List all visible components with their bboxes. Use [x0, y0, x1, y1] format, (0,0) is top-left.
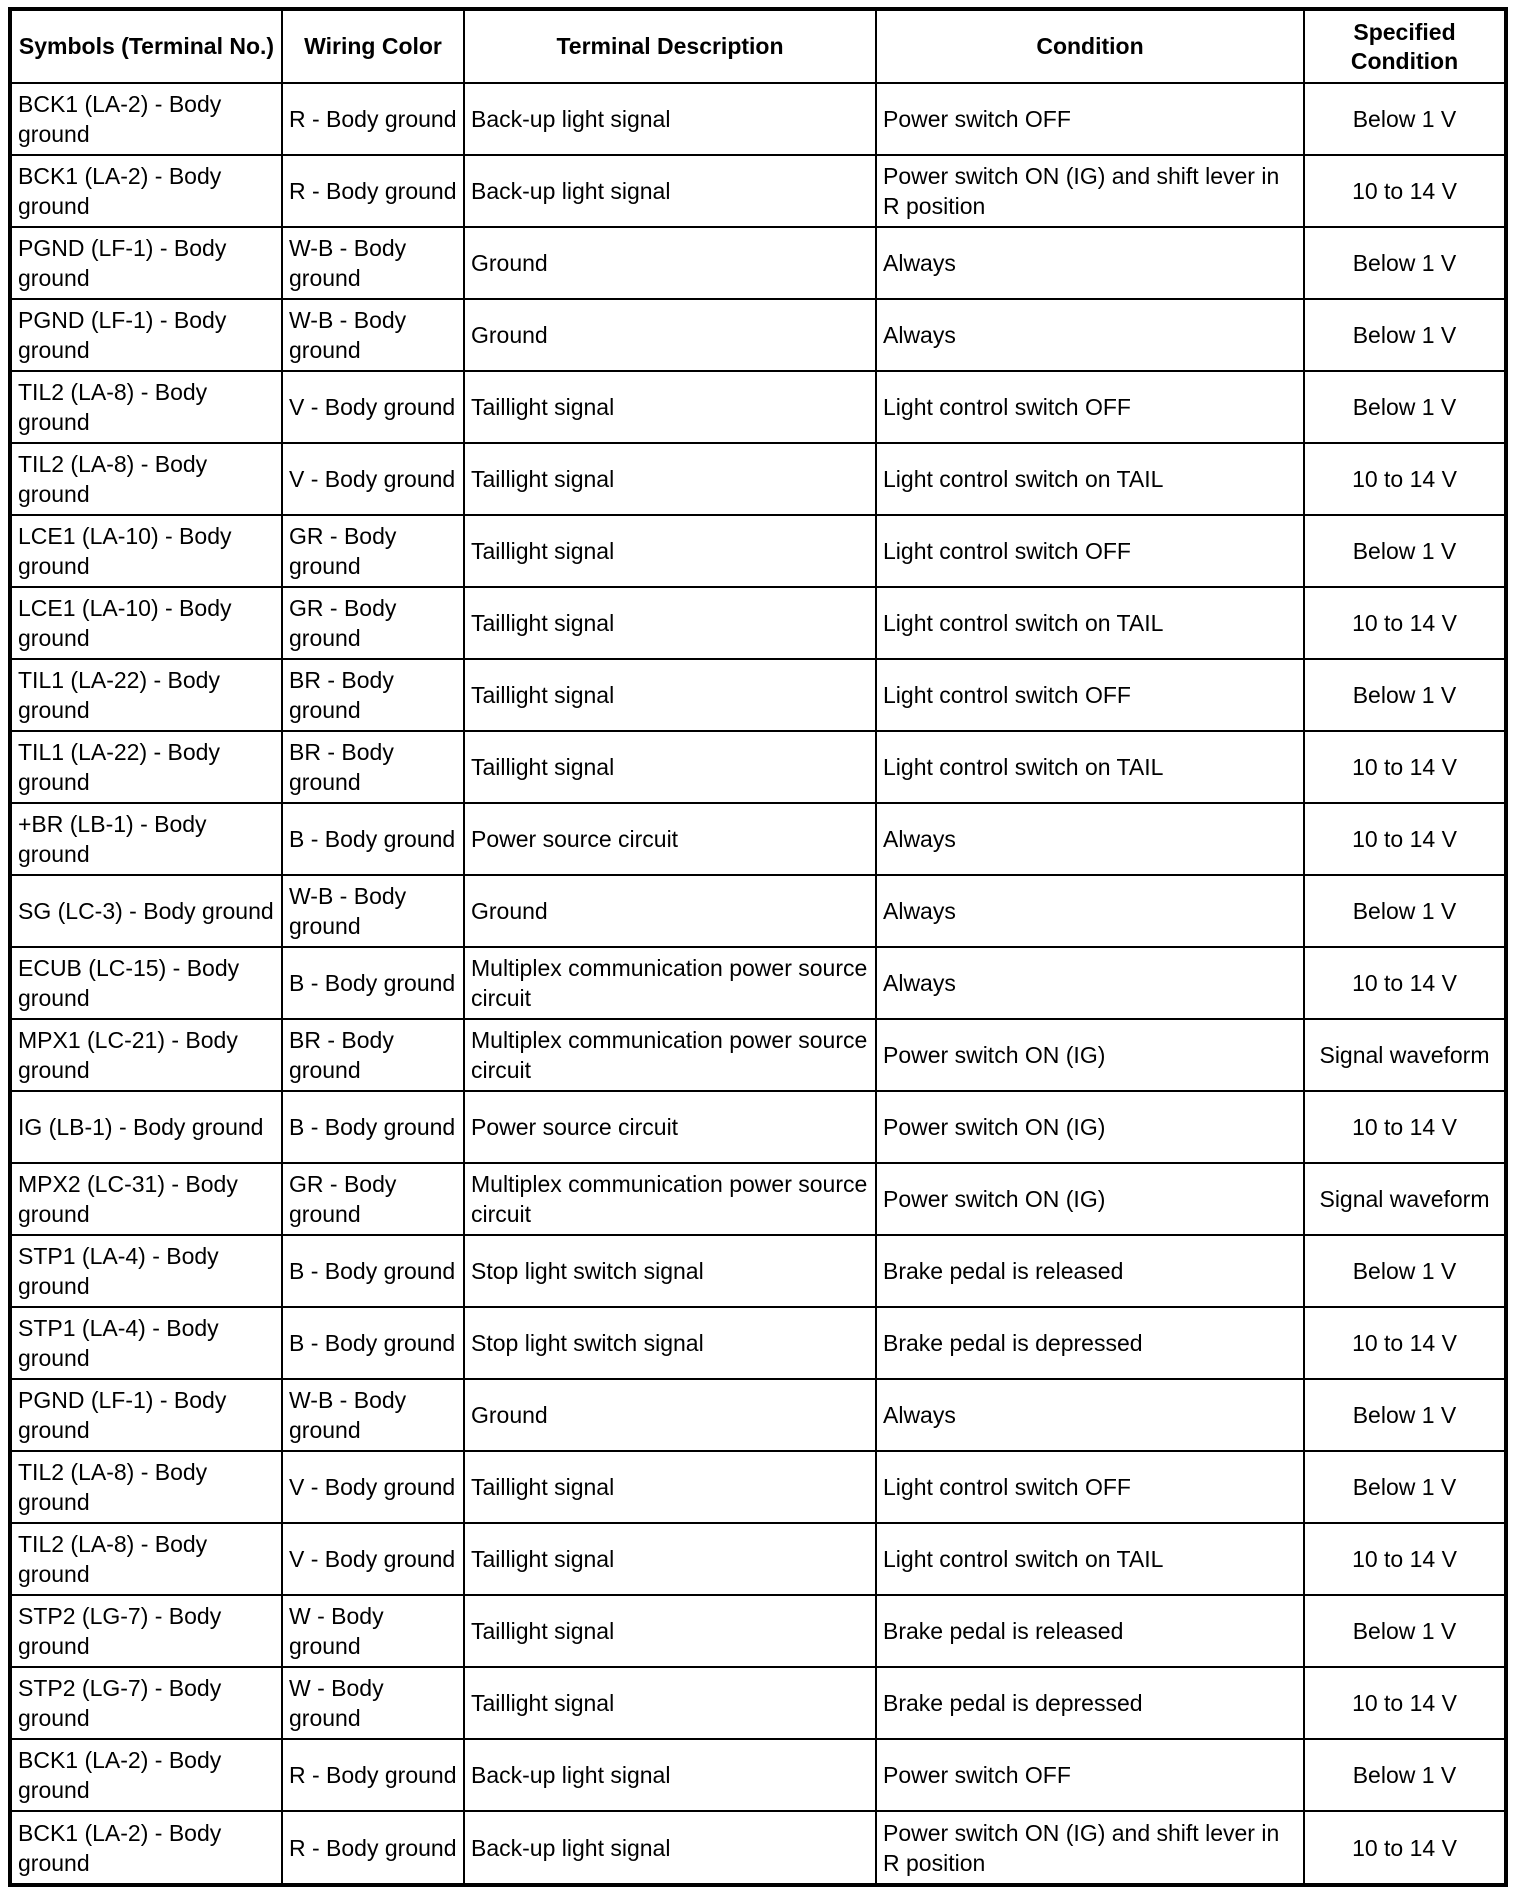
cell-symbol: BCK1 (LA-2) - Body ground: [12, 83, 282, 155]
cell-wiring-color: R - Body ground: [282, 1739, 464, 1811]
cell-terminal-description: Back-up light signal: [464, 1811, 876, 1883]
cell-terminal-description: Ground: [464, 875, 876, 947]
cell-wiring-color: R - Body ground: [282, 83, 464, 155]
cell-specified-condition: 10 to 14 V: [1304, 1667, 1504, 1739]
cell-condition: Light control switch OFF: [876, 515, 1304, 587]
cell-terminal-description: Back-up light signal: [464, 83, 876, 155]
cell-wiring-color: BR - Body ground: [282, 731, 464, 803]
cell-condition: Power switch ON (IG): [876, 1091, 1304, 1163]
cell-wiring-color: BR - Body ground: [282, 659, 464, 731]
cell-specified-condition: 10 to 14 V: [1304, 1523, 1504, 1595]
cell-condition: Light control switch OFF: [876, 659, 1304, 731]
cell-specified-condition: Signal waveform: [1304, 1019, 1504, 1091]
table-row: [12, 1379, 1504, 1451]
cell-terminal-description: Taillight signal: [464, 515, 876, 587]
cell-condition: Light control switch on TAIL: [876, 443, 1304, 515]
cell-wiring-color: B - Body ground: [282, 947, 464, 1019]
table-row: [12, 227, 1504, 299]
cell-wiring-color: V - Body ground: [282, 1451, 464, 1523]
cell-specified-condition: Below 1 V: [1304, 875, 1504, 947]
cell-symbol: TIL1 (LA-22) - Body ground: [12, 731, 282, 803]
header-row: [12, 11, 1504, 83]
cell-specified-condition: 10 to 14 V: [1304, 731, 1504, 803]
cell-specified-condition: Below 1 V: [1304, 1235, 1504, 1307]
cell-terminal-description: Taillight signal: [464, 1523, 876, 1595]
cell-symbol: TIL1 (LA-22) - Body ground: [12, 659, 282, 731]
table-row: [12, 1811, 1504, 1883]
cell-symbol: BCK1 (LA-2) - Body ground: [12, 155, 282, 227]
cell-symbol: ECUB (LC-15) - Body ground: [12, 947, 282, 1019]
cell-symbol: BCK1 (LA-2) - Body ground: [12, 1739, 282, 1811]
cell-specified-condition: Below 1 V: [1304, 515, 1504, 587]
cell-symbol: LCE1 (LA-10) - Body ground: [12, 587, 282, 659]
cell-terminal-description: Ground: [464, 1379, 876, 1451]
terminal-spec-table: [12, 11, 1504, 1883]
cell-condition: Light control switch OFF: [876, 371, 1304, 443]
cell-symbol: STP2 (LG-7) - Body ground: [12, 1667, 282, 1739]
cell-specified-condition: Below 1 V: [1304, 83, 1504, 155]
cell-symbol: SG (LC-3) - Body ground: [12, 875, 282, 947]
cell-condition: Light control switch on TAIL: [876, 1523, 1304, 1595]
cell-wiring-color: V - Body ground: [282, 371, 464, 443]
cell-wiring-color: W-B - Body ground: [282, 299, 464, 371]
cell-specified-condition: 10 to 14 V: [1304, 947, 1504, 1019]
cell-terminal-description: Taillight signal: [464, 443, 876, 515]
cell-symbol: TIL2 (LA-8) - Body ground: [12, 443, 282, 515]
cell-condition: Brake pedal is depressed: [876, 1667, 1304, 1739]
cell-wiring-color: GR - Body ground: [282, 1163, 464, 1235]
cell-condition: Light control switch on TAIL: [876, 731, 1304, 803]
cell-specified-condition: Below 1 V: [1304, 1451, 1504, 1523]
cell-condition: Light control switch OFF: [876, 1451, 1304, 1523]
cell-symbol: +BR (LB-1) - Body ground: [12, 803, 282, 875]
table-row: [12, 1523, 1504, 1595]
cell-terminal-description: Power source circuit: [464, 1091, 876, 1163]
header-terminal-description: Terminal Description: [464, 11, 876, 83]
cell-wiring-color: R - Body ground: [282, 1811, 464, 1883]
cell-wiring-color: W-B - Body ground: [282, 227, 464, 299]
cell-wiring-color: BR - Body ground: [282, 1019, 464, 1091]
cell-condition: Light control switch on TAIL: [876, 587, 1304, 659]
table-row: [12, 1739, 1504, 1811]
cell-symbol: MPX2 (LC-31) - Body ground: [12, 1163, 282, 1235]
table-row: [12, 515, 1504, 587]
table-body: [12, 83, 1504, 1883]
cell-terminal-description: Stop light switch signal: [464, 1307, 876, 1379]
cell-specified-condition: Below 1 V: [1304, 371, 1504, 443]
cell-wiring-color: W-B - Body ground: [282, 1379, 464, 1451]
cell-condition: Power switch ON (IG): [876, 1019, 1304, 1091]
cell-symbol: TIL2 (LA-8) - Body ground: [12, 1451, 282, 1523]
cell-wiring-color: GR - Body ground: [282, 515, 464, 587]
header-wiring-color: Wiring Color: [282, 11, 464, 83]
cell-symbol: PGND (LF-1) - Body ground: [12, 299, 282, 371]
cell-symbol: BCK1 (LA-2) - Body ground: [12, 1811, 282, 1883]
table-row: [12, 1235, 1504, 1307]
cell-terminal-description: Taillight signal: [464, 587, 876, 659]
cell-symbol: STP1 (LA-4) - Body ground: [12, 1235, 282, 1307]
table-row: [12, 371, 1504, 443]
cell-condition: Brake pedal is released: [876, 1235, 1304, 1307]
cell-specified-condition: 10 to 14 V: [1304, 803, 1504, 875]
table-row: [12, 1019, 1504, 1091]
table-row: [12, 1091, 1504, 1163]
table-row: [12, 1163, 1504, 1235]
cell-symbol: PGND (LF-1) - Body ground: [12, 227, 282, 299]
cell-wiring-color: R - Body ground: [282, 155, 464, 227]
cell-symbol: STP1 (LA-4) - Body ground: [12, 1307, 282, 1379]
cell-specified-condition: Below 1 V: [1304, 1379, 1504, 1451]
cell-terminal-description: Taillight signal: [464, 1451, 876, 1523]
cell-specified-condition: Below 1 V: [1304, 1739, 1504, 1811]
cell-specified-condition: Signal waveform: [1304, 1163, 1504, 1235]
cell-terminal-description: Multiplex communication power source circuit: [464, 1163, 876, 1235]
cell-terminal-description: Taillight signal: [464, 1667, 876, 1739]
cell-terminal-description: Taillight signal: [464, 731, 876, 803]
cell-symbol: TIL2 (LA-8) - Body ground: [12, 371, 282, 443]
table-row: [12, 1307, 1504, 1379]
cell-wiring-color: V - Body ground: [282, 1523, 464, 1595]
table-row: [12, 299, 1504, 371]
cell-wiring-color: B - Body ground: [282, 803, 464, 875]
cell-specified-condition: 10 to 14 V: [1304, 587, 1504, 659]
cell-terminal-description: Multiplex communication power source circuit: [464, 1019, 876, 1091]
cell-specified-condition: 10 to 14 V: [1304, 1307, 1504, 1379]
cell-wiring-color: W - Body ground: [282, 1595, 464, 1667]
cell-specified-condition: Below 1 V: [1304, 299, 1504, 371]
cell-specified-condition: Below 1 V: [1304, 659, 1504, 731]
cell-specified-condition: 10 to 14 V: [1304, 443, 1504, 515]
header-condition: Condition: [876, 11, 1304, 83]
cell-condition: Always: [876, 803, 1304, 875]
table-row: [12, 731, 1504, 803]
cell-wiring-color: B - Body ground: [282, 1091, 464, 1163]
cell-symbol: LCE1 (LA-10) - Body ground: [12, 515, 282, 587]
table-row: [12, 875, 1504, 947]
cell-terminal-description: Back-up light signal: [464, 1739, 876, 1811]
cell-terminal-description: Taillight signal: [464, 1595, 876, 1667]
cell-terminal-description: Ground: [464, 227, 876, 299]
table-row: [12, 443, 1504, 515]
cell-condition: Brake pedal is depressed: [876, 1307, 1304, 1379]
cell-condition: Always: [876, 875, 1304, 947]
cell-condition: Power switch ON (IG) and shift lever in R position: [876, 155, 1304, 227]
table-row: [12, 659, 1504, 731]
cell-symbol: PGND (LF-1) - Body ground: [12, 1379, 282, 1451]
cell-terminal-description: Stop light switch signal: [464, 1235, 876, 1307]
cell-wiring-color: B - Body ground: [282, 1235, 464, 1307]
cell-condition: Brake pedal is released: [876, 1595, 1304, 1667]
cell-terminal-description: Back-up light signal: [464, 155, 876, 227]
cell-specified-condition: Below 1 V: [1304, 227, 1504, 299]
cell-symbol: TIL2 (LA-8) - Body ground: [12, 1523, 282, 1595]
table-row: [12, 155, 1504, 227]
table-row: [12, 947, 1504, 1019]
cell-symbol: MPX1 (LC-21) - Body ground: [12, 1019, 282, 1091]
cell-condition: Power switch OFF: [876, 1739, 1304, 1811]
table-row: [12, 803, 1504, 875]
header-specified-condition: Specified Condition: [1304, 11, 1504, 83]
cell-terminal-description: Ground: [464, 299, 876, 371]
table-row: [12, 1667, 1504, 1739]
cell-specified-condition: 10 to 14 V: [1304, 1091, 1504, 1163]
cell-terminal-description: Multiplex communication power source circuit: [464, 947, 876, 1019]
cell-wiring-color: B - Body ground: [282, 1307, 464, 1379]
cell-condition: Power switch ON (IG): [876, 1163, 1304, 1235]
cell-condition: Power switch OFF: [876, 83, 1304, 155]
cell-terminal-description: Power source circuit: [464, 803, 876, 875]
cell-specified-condition: 10 to 14 V: [1304, 1811, 1504, 1883]
header-symbols: Symbols (Terminal No.): [12, 11, 282, 83]
cell-terminal-description: Taillight signal: [464, 659, 876, 731]
table-row: [12, 1451, 1504, 1523]
cell-condition: Always: [876, 227, 1304, 299]
cell-symbol: IG (LB-1) - Body ground: [12, 1091, 282, 1163]
cell-specified-condition: 10 to 14 V: [1304, 155, 1504, 227]
terminal-spec-sheet: [8, 7, 1508, 1887]
cell-terminal-description: Taillight signal: [464, 371, 876, 443]
cell-condition: Always: [876, 947, 1304, 1019]
cell-wiring-color: W-B - Body ground: [282, 875, 464, 947]
cell-condition: Power switch ON (IG) and shift lever in R position: [876, 1811, 1304, 1883]
cell-specified-condition: Below 1 V: [1304, 1595, 1504, 1667]
cell-wiring-color: GR - Body ground: [282, 587, 464, 659]
cell-wiring-color: W - Body ground: [282, 1667, 464, 1739]
table-row: [12, 1595, 1504, 1667]
cell-wiring-color: V - Body ground: [282, 443, 464, 515]
table-row: [12, 587, 1504, 659]
table-row: [12, 83, 1504, 155]
cell-condition: Always: [876, 1379, 1304, 1451]
cell-condition: Always: [876, 299, 1304, 371]
cell-symbol: STP2 (LG-7) - Body ground: [12, 1595, 282, 1667]
